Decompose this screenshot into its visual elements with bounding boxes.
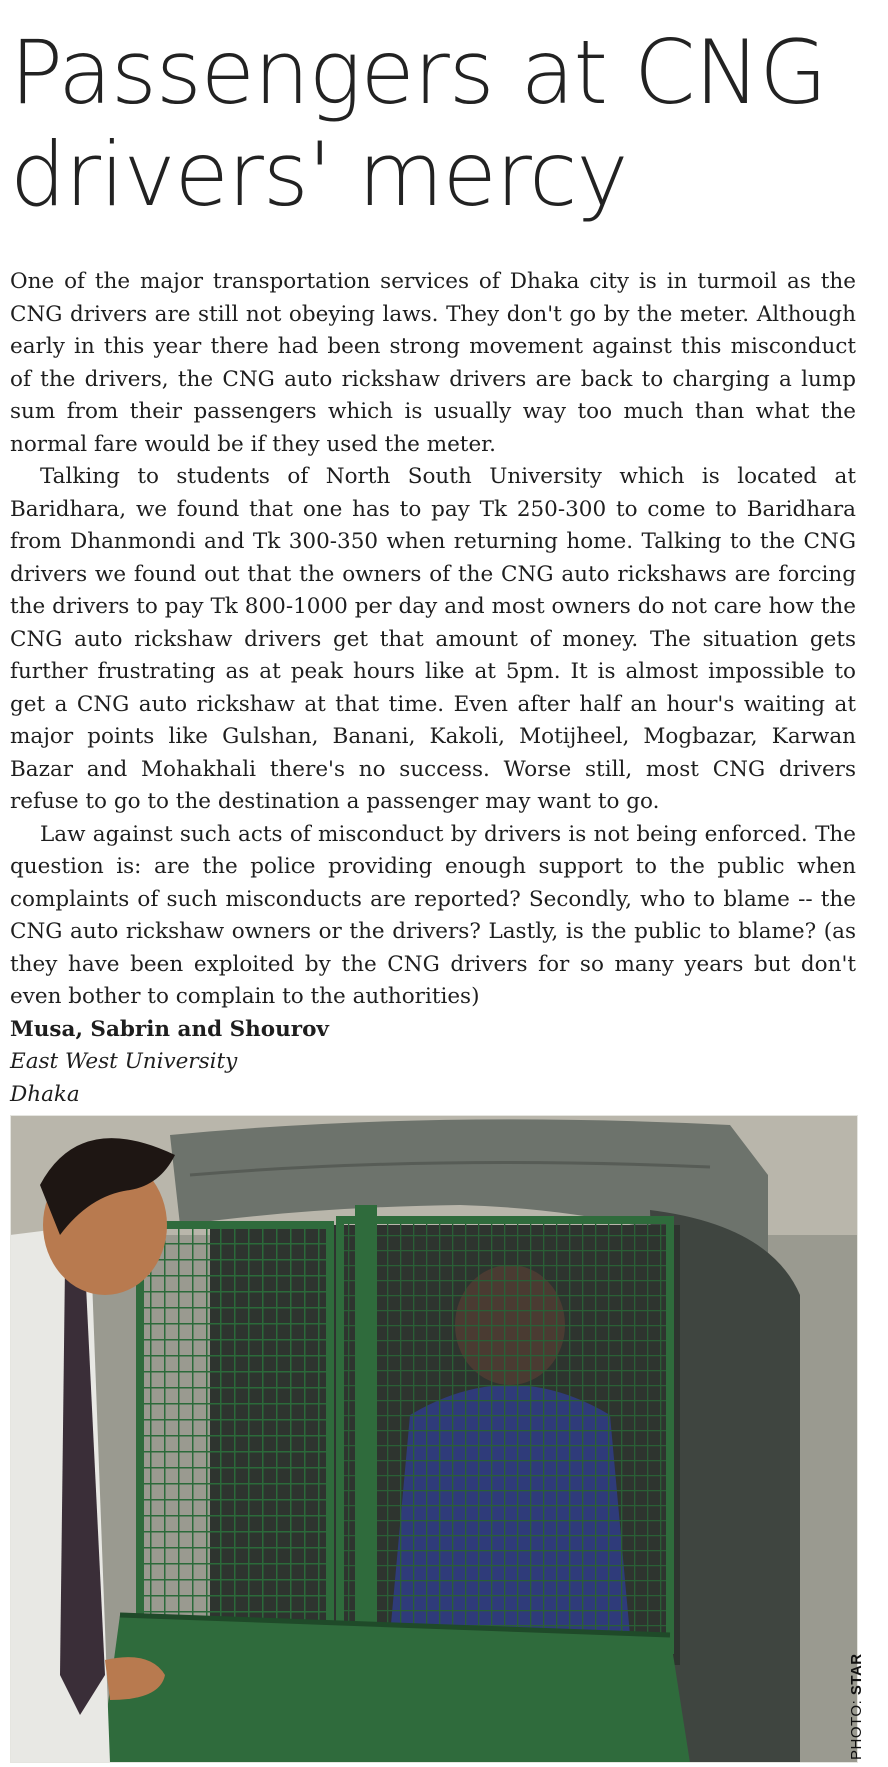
paragraph-2: Talking to students of North South University which is located at Baridhara, we found that one has to pay Tk 250-300 to come to Baridhara from Dhanmondi and Tk 300-350 when returning home. Talking to the CNG drivers we found out that the owners of the CNG auto rickshaws are forcing the drivers to pay Tk 800-1000 per day and most owners do not care how the CNG auto rickshaw drivers get that amount of money. The situation gets further frustrating as at peak hours like at 5pm. It is almost impossible to get a CNG auto rickshaw at that time. Even after half an hour's waiting at major points like Gulshan, Banani, Kakoli, Motijheel, Mogbazar, Karwan Bazar and Mohakhali there's no success. Worse still, most CNG drivers refuse to go to the destination a passenger may want to go. — [10, 464, 856, 814]
news-photo — [10, 1115, 858, 1763]
headline-line-2: drivers' mercy — [10, 123, 628, 226]
photo-credit-source: STAR — [848, 1653, 865, 1696]
cage-door-center — [340, 1220, 670, 1650]
headline-line-1: Passengers at CNG — [10, 21, 827, 124]
byline-institution: East West University — [10, 1049, 238, 1074]
byline-city: Dhaka — [10, 1081, 80, 1107]
photo-credit — [848, 1653, 865, 1760]
article-body — [10, 266, 856, 1111]
paragraph-3: Law against such acts of misconduct by drivers is not being enforced. The question is: are the police providing enough support to the public when complaints of such misconducts are reported? Secondly, who to blame -- the CNG auto rickshaw owners or the drivers? Lastly, is the public to blame? (as they have been exploited by the CNG drivers for so many years but don't even bother to complain to the authorities) — [10, 821, 856, 1009]
byline-names: Musa, Sabrin and Shourov — [10, 1016, 329, 1042]
paragraph-1: One of the major transportation services of Dhaka city is in turmoil as the CNG drivers are still not obeying laws. They don't go by the meter. Although early in this year there had been strong movement against this misconduct of the drivers, the CNG auto rickshaw drivers are back to charging a lump sum from their passengers which is usually way too much than what the normal fare would be if they used the meter. — [10, 269, 856, 457]
photo-credit-prefix: PHOTO: — [848, 1695, 865, 1760]
photo-illustration — [10, 1115, 858, 1763]
headline — [10, 22, 870, 226]
